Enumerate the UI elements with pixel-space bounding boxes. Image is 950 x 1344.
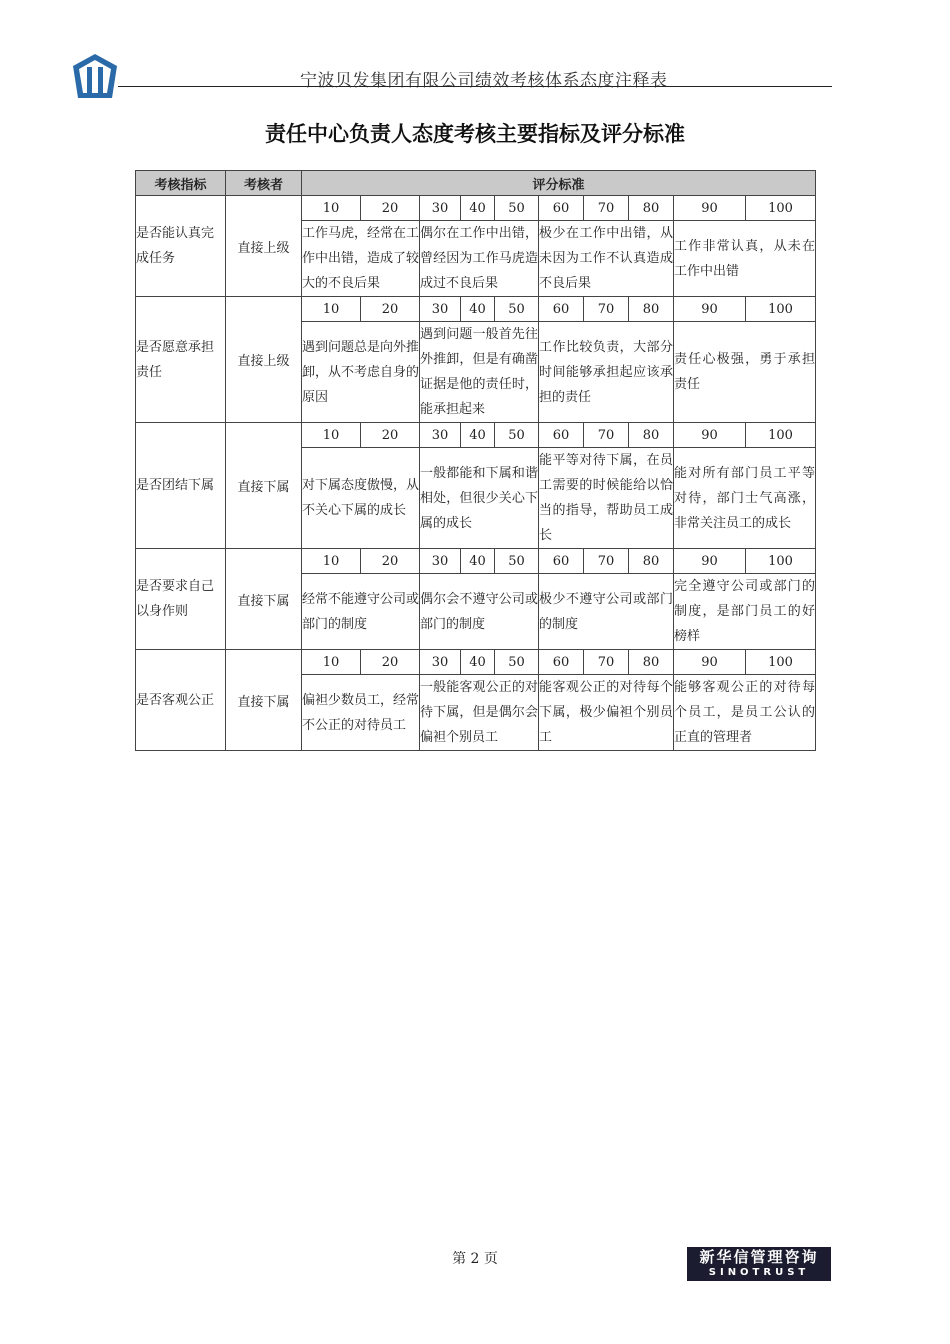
score-cell: 10: [302, 196, 361, 221]
level-description: 能平等对待下属，在员工需要的时候能给以恰当的指导，帮助员工成长: [539, 448, 674, 549]
header-assessor: 考核者: [226, 171, 302, 196]
score-cell: 10: [302, 650, 361, 675]
brand-name-cn: 新华信管理咨询: [699, 1248, 819, 1266]
score-scale-row: [136, 196, 816, 221]
score-cell: 90: [674, 549, 746, 574]
score-cell: 70: [584, 297, 629, 322]
score-cell: 50: [495, 196, 539, 221]
score-cell: 50: [495, 423, 539, 448]
table-header-row: [136, 171, 816, 196]
document-title: 责任中心负责人态度考核主要指标及评分标准: [265, 122, 685, 146]
score-cell: 10: [302, 423, 361, 448]
score-cell: 80: [629, 650, 674, 675]
level-description: 责任心极强，勇于承担责任: [674, 322, 816, 423]
level-description: 对下属态度傲慢，从不关心下属的成长: [302, 448, 420, 549]
assessor-cell: 直接下属: [226, 549, 302, 650]
indicator-cell: 是否团结下属: [136, 423, 226, 549]
header-title: 宁波贝发集团有限公司绩效考核体系态度注释表: [300, 71, 668, 91]
score-cell: 40: [461, 196, 495, 221]
score-cell: 80: [629, 549, 674, 574]
score-cell: 90: [674, 650, 746, 675]
score-cell: 70: [584, 549, 629, 574]
indicator-cell: 是否要求自己以身作则: [136, 549, 226, 650]
level-description: 能对所有部门员工平等对待，部门士气高涨，非常关注员工的成长: [674, 448, 816, 549]
score-cell: 20: [361, 196, 420, 221]
indicator-cell: 是否能认真完成任务: [136, 196, 226, 297]
score-cell: 100: [746, 650, 816, 675]
level-description: 偶尔在工作中出错，曾经因为工作马虎造成过不良后果: [420, 221, 539, 297]
score-scale-row: [136, 650, 816, 675]
score-cell: 60: [539, 549, 584, 574]
assessor-cell: 直接上级: [226, 297, 302, 423]
score-cell: 50: [495, 297, 539, 322]
page-number: 第 2 页: [452, 1251, 498, 1267]
level-description: 极少不遵守公司或部门的制度: [539, 574, 674, 650]
company-logo-icon: [70, 52, 120, 100]
score-cell: 30: [420, 423, 461, 448]
header-divider: [118, 86, 832, 87]
level-description: 经常不能遵守公司或部门的制度: [302, 574, 420, 650]
score-cell: 10: [302, 549, 361, 574]
score-cell: 10: [302, 297, 361, 322]
score-cell: 20: [361, 549, 420, 574]
level-description: 工作非常认真，从未在工作中出错: [674, 221, 816, 297]
score-cell: 50: [495, 549, 539, 574]
score-cell: 30: [420, 297, 461, 322]
level-description: 偶尔会不遵守公司或部门的制度: [420, 574, 539, 650]
header-criteria: 评分标准: [302, 171, 816, 196]
score-cell: 50: [495, 650, 539, 675]
score-cell: 60: [539, 297, 584, 322]
score-cell: 100: [746, 196, 816, 221]
score-cell: 30: [420, 650, 461, 675]
score-cell: 40: [461, 549, 495, 574]
score-cell: 60: [539, 423, 584, 448]
criteria-table: [135, 170, 816, 751]
score-cell: 30: [420, 549, 461, 574]
level-description: 一般都能和下属和谐相处，但很少关心下属的成长: [420, 448, 539, 549]
level-description: 能客观公正的对待每个下属，极少偏袒个别员工: [539, 675, 674, 751]
score-cell: 20: [361, 297, 420, 322]
score-scale-row: [136, 549, 816, 574]
score-cell: 100: [746, 549, 816, 574]
score-cell: 80: [629, 196, 674, 221]
score-scale-row: [136, 423, 816, 448]
score-cell: 100: [746, 423, 816, 448]
score-cell: 40: [461, 423, 495, 448]
indicator-cell: 是否愿意承担责任: [136, 297, 226, 423]
brand-logo: [687, 1247, 831, 1281]
level-description: 工作比较负责，大部分时间能够承担起应该承担的责任: [539, 322, 674, 423]
score-cell: 20: [361, 423, 420, 448]
level-description: 完全遵守公司或部门的制度，是部门员工的好榜样: [674, 574, 816, 650]
score-cell: 80: [629, 423, 674, 448]
score-scale-row: [136, 297, 816, 322]
score-cell: 30: [420, 196, 461, 221]
level-description: 遇到问题一般首先往外推卸，但是有确凿证据是他的责任时，能承担起来: [420, 322, 539, 423]
level-description: 遇到问题总是向外推卸，从不考虑自身的原因: [302, 322, 420, 423]
score-cell: 70: [584, 650, 629, 675]
score-cell: 40: [461, 297, 495, 322]
level-description: 能够客观公正的对待每个员工，是员工公认的正直的管理者: [674, 675, 816, 751]
score-cell: 60: [539, 650, 584, 675]
score-cell: 90: [674, 196, 746, 221]
score-cell: 100: [746, 297, 816, 322]
score-cell: 20: [361, 650, 420, 675]
score-cell: 70: [584, 196, 629, 221]
score-cell: 90: [674, 423, 746, 448]
brand-name-en: SINOTRUST: [708, 1267, 810, 1278]
score-cell: 40: [461, 650, 495, 675]
level-description: 极少在工作中出错，从未因为工作不认真造成不良后果: [539, 221, 674, 297]
indicator-cell: 是否客观公正: [136, 650, 226, 751]
level-description: 工作马虎，经常在工作中出错，造成了较大的不良后果: [302, 221, 420, 297]
score-cell: 90: [674, 297, 746, 322]
score-cell: 70: [584, 423, 629, 448]
assessor-cell: 直接上级: [226, 196, 302, 297]
score-cell: 80: [629, 297, 674, 322]
level-description: 偏袒少数员工，经常不公正的对待员工: [302, 675, 420, 751]
score-cell: 60: [539, 196, 584, 221]
level-description: 一般能客观公正的对待下属，但是偶尔会偏袒个别员工: [420, 675, 539, 751]
assessor-cell: 直接下属: [226, 650, 302, 751]
assessor-cell: 直接下属: [226, 423, 302, 549]
header-indicator: 考核指标: [136, 171, 226, 196]
